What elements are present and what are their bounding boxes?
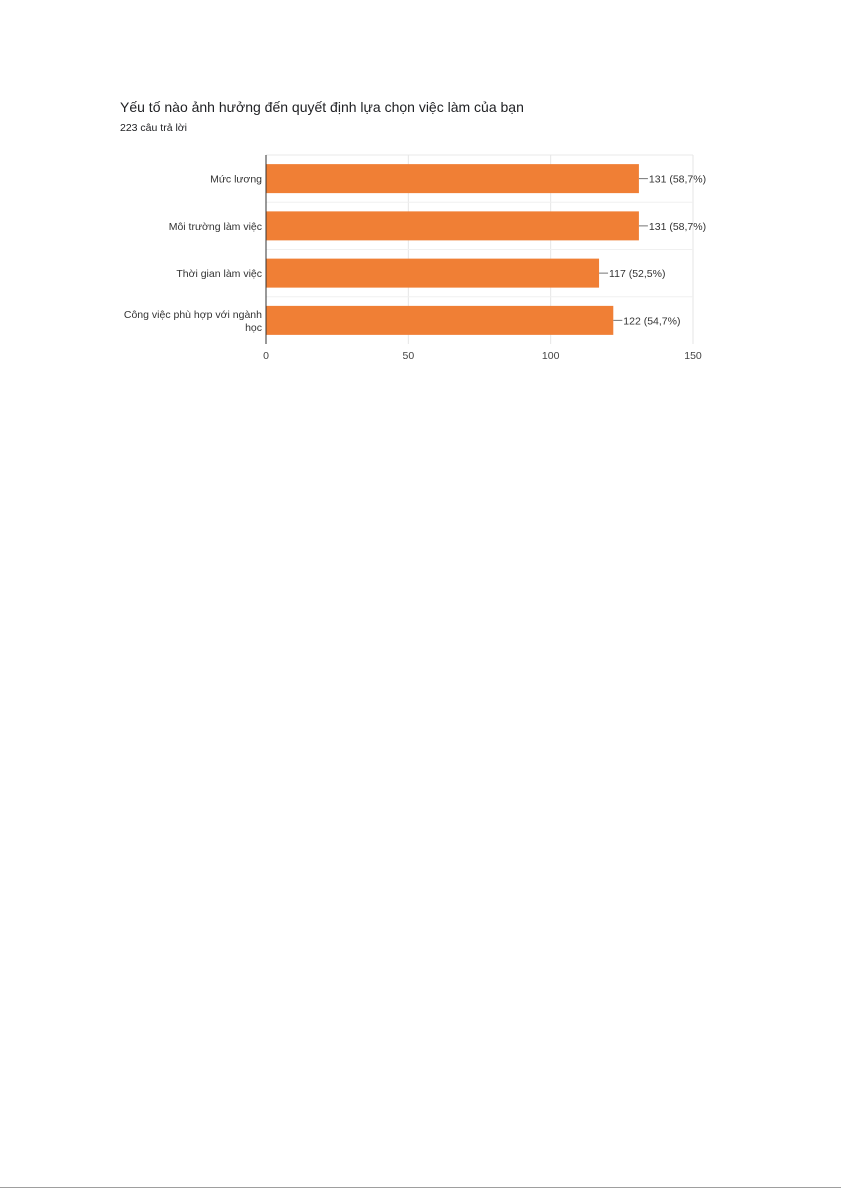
- category-label: Mức lương: [210, 173, 262, 186]
- response-count: 223 câu trả lời: [120, 122, 188, 134]
- x-tick-label: 50: [402, 350, 415, 362]
- data-label: 122 (54,7%): [623, 315, 681, 328]
- category-label: Thời gian làm việc: [176, 268, 262, 281]
- x-tick-label: 100: [541, 350, 560, 362]
- data-label: 131 (58,7%): [648, 220, 707, 233]
- category-label: Công việc phù hợp với ngành: [123, 308, 262, 321]
- x-tick-label: 150: [684, 350, 702, 362]
- bar-chart: [0, 0, 841, 400]
- bar: [266, 211, 639, 240]
- bar: [266, 259, 599, 288]
- data-label: 117 (52,5%): [609, 268, 666, 281]
- data-label: 131 (58,7%): [648, 173, 707, 186]
- x-tick-label: 0: [263, 350, 269, 362]
- category-label: Môi trường làm việc: [168, 220, 262, 233]
- page-bottom-rule: [0, 1187, 841, 1188]
- chart-title: Yếu tố nào ảnh hưởng đến quyết định lựa chọn việc làm của bạn: [120, 99, 524, 115]
- category-label: học: [245, 321, 262, 334]
- bar: [266, 306, 613, 335]
- bar: [266, 164, 639, 193]
